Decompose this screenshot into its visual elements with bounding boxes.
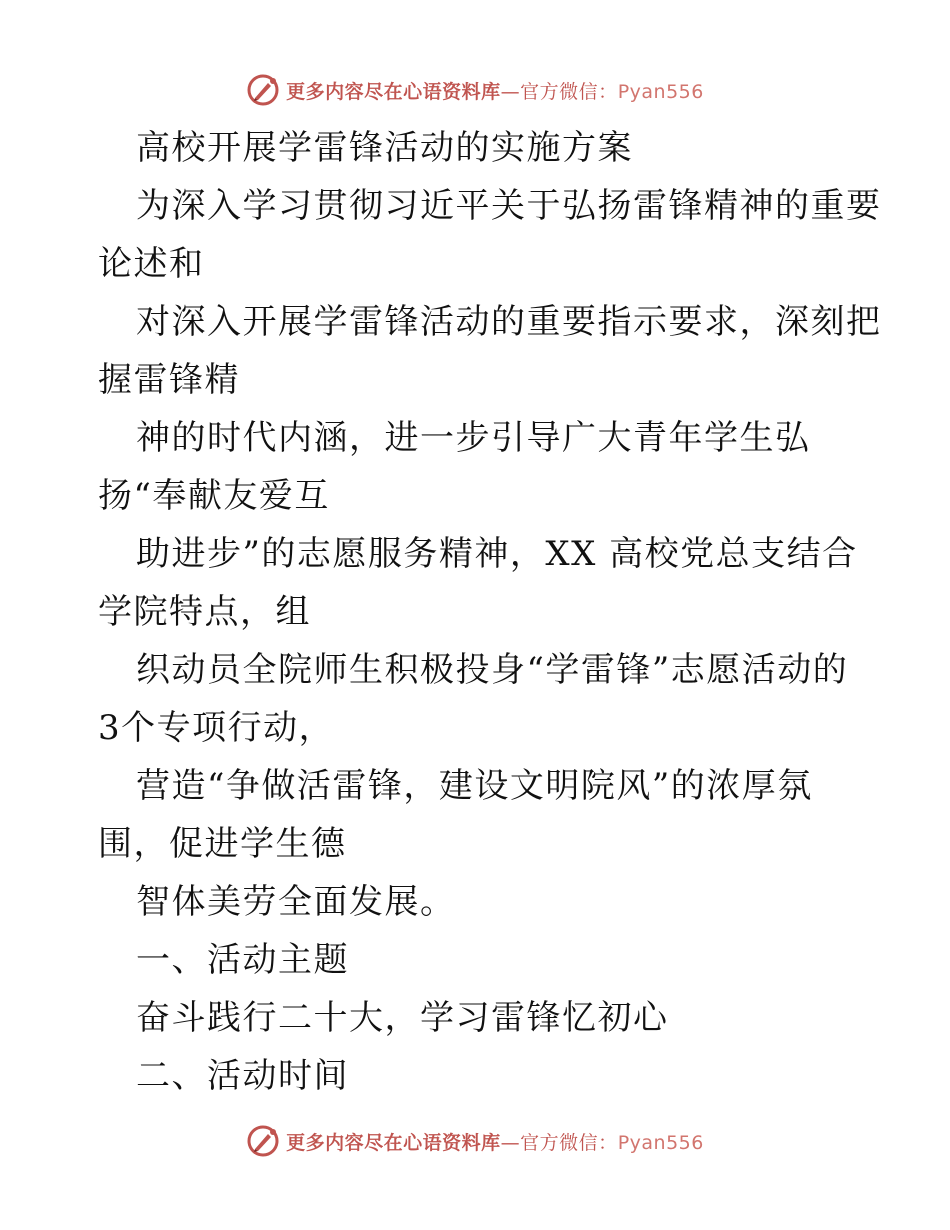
- paragraph-line: 神的时代内涵，进一步引导广大青年学生弘: [136, 418, 811, 458]
- banner-text: [286, 77, 704, 104]
- banner-official-label: 官方微信：: [520, 80, 618, 103]
- pen-circle-logo-icon: [246, 73, 280, 107]
- paragraph-line: 智体美劳全面发展。: [136, 882, 456, 922]
- banner-official-label: 官方微信：: [520, 1131, 618, 1154]
- banner-dash: —: [500, 80, 521, 103]
- banner-text: [286, 1128, 704, 1155]
- document-title: 高校开展学雷锋活动的实施方案: [136, 128, 633, 168]
- paragraph-line: 奋斗践行二十大，学习雷锋忆初心: [136, 998, 669, 1038]
- section-heading: 一、活动主题: [136, 940, 349, 980]
- banner-brand: 更多内容尽在心语资料库: [286, 1131, 501, 1154]
- section-heading: 二、活动时间: [136, 1056, 349, 1096]
- banner-brand: 更多内容尽在心语资料库: [286, 80, 501, 103]
- paragraph-line: 对深入开展学雷锋活动的重要指示要求，深刻把: [136, 302, 882, 342]
- pen-circle-logo-icon: [246, 1124, 280, 1158]
- paragraph-line: 围，促进学生德: [98, 824, 347, 864]
- paragraph-line: 扬“奉献友爱互: [98, 476, 330, 516]
- footer-banner: [0, 1121, 950, 1161]
- header-banner: [0, 70, 950, 110]
- paragraph-line: 论述和: [98, 244, 205, 284]
- banner-wechat-id: Pyan556: [617, 80, 704, 103]
- paragraph-line: 学院特点，组: [98, 592, 311, 632]
- banner-wechat-id: Pyan556: [617, 1131, 704, 1154]
- paragraph-line: 3个专项行动，: [98, 708, 335, 748]
- paragraph-line: 营造“争做活雷锋，建设文明院风”的浓厚氛: [136, 766, 813, 806]
- paragraph-line: 为深入学习贯彻习近平关于弘扬雷锋精神的重要: [136, 186, 882, 226]
- banner-dash: —: [500, 1131, 521, 1154]
- paragraph-line: 织动员全院师生积极投身“学雷锋”志愿活动的: [136, 650, 849, 690]
- paragraph-line: 握雷锋精: [98, 360, 240, 400]
- paragraph-line: 助进步”的志愿服务精神，XX 高校党总支结合: [136, 534, 858, 574]
